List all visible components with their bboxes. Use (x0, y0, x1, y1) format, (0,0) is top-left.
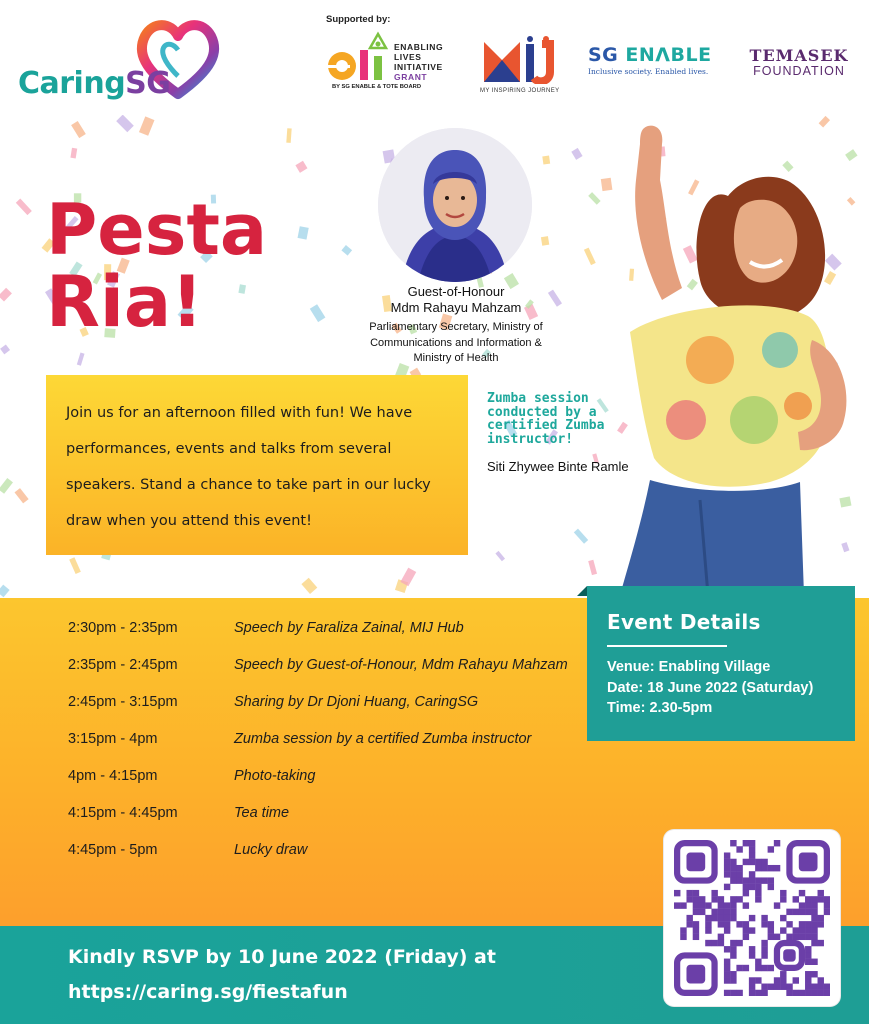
guest-heading: Guest-of-Honour Mdm Rahayu Mahzam (352, 284, 560, 316)
schedule-item: Speech by Guest-of-Honour, Mdm Rahayu Mahzam (234, 657, 568, 673)
schedule-time: 4:45pm - 5pm (68, 842, 158, 858)
schedule-time: 4:15pm - 4:45pm (68, 805, 178, 821)
confetti-piece (298, 226, 309, 239)
confetti-piece (574, 529, 588, 544)
event-details-box (587, 586, 855, 741)
schedule-row (68, 768, 588, 805)
schedule-row (68, 620, 588, 657)
confetti-piece (0, 585, 10, 598)
event-venue: Venue: Enabling Village (607, 659, 771, 675)
sg-enable-logo (588, 44, 728, 84)
zumba-instructor-photo (590, 120, 860, 595)
confetti-piece (71, 121, 86, 138)
eli-grant-logo (322, 30, 462, 96)
schedule-time: 2:30pm - 2:35pm (68, 620, 178, 636)
confetti-piece (0, 344, 10, 354)
confetti-piece (69, 557, 81, 574)
intro-box (46, 375, 468, 555)
confetti-piece (15, 488, 29, 503)
schedule-row (68, 805, 588, 842)
confetti-piece (310, 304, 326, 322)
confetti-piece (571, 148, 582, 160)
mij-subtitle: MY INSPIRING JOURNEY (480, 88, 560, 94)
schedule-item: Zumba session by a certified Zumba instructor (234, 731, 532, 747)
rsvp-link[interactable]: https://caring.sg/fiestafun (68, 981, 348, 1003)
schedule-item: Photo-taking (234, 768, 316, 784)
schedule-time: 2:35pm - 2:45pm (68, 657, 178, 673)
confetti-piece (0, 478, 13, 494)
qr-code-icon (674, 840, 830, 996)
guest-role: Parliamentary Secretary, Ministry of Communications and Information & Ministry of Health (369, 321, 543, 364)
guest-name: Mdm Rahayu Mahzam (390, 300, 522, 315)
confetti-piece (16, 199, 32, 216)
schedule-list (68, 620, 588, 879)
confetti-piece (542, 156, 550, 165)
sg-enable-tagline: Inclusive society. Enabled lives. (588, 67, 709, 76)
eli-wordmark: ENABLING LIVES INITIATIVE GRANT (394, 42, 444, 82)
schedule-row (68, 842, 588, 879)
event-time: Time: 2.30-5pm (607, 700, 713, 716)
schedule-item: Sharing by Dr Djoni Huang, CaringSG (234, 694, 479, 710)
zumba-caption: Zumba session conducted by a certified Zumba instructor! (487, 391, 605, 447)
guest-portrait-icon (378, 128, 532, 282)
schedule-item: Speech by Faraliza Zainal, MIJ Hub (234, 620, 464, 636)
schedule-time: 4pm - 4:15pm (68, 768, 158, 784)
schedule-time: 2:45pm - 3:15pm (68, 694, 178, 710)
mij-logo (478, 36, 570, 96)
confetti-piece (301, 578, 317, 594)
supported-by-label: Supported by: (326, 14, 391, 25)
schedule-item: Tea time (234, 805, 290, 821)
eli-subtitle: BY SG ENABLE & TOTE BOARD (332, 84, 422, 90)
zumba-instructor-name: Siti Zhywee Binte Ramle (487, 459, 629, 474)
event-title: Pesta Ria! (46, 189, 268, 343)
confetti-piece (495, 551, 505, 561)
guest-photo (378, 128, 532, 282)
rsvp-qr-code[interactable] (664, 830, 840, 1006)
confetti-piece (286, 128, 291, 143)
confetti-piece (295, 161, 307, 173)
schedule-row (68, 731, 588, 768)
temasek-foundation-logo: TEMASEK FOUNDATION (749, 46, 849, 78)
event-date: Date: 18 June 2022 (Saturday) (607, 679, 814, 696)
schedule-row (68, 657, 588, 694)
confetti-piece (341, 245, 352, 256)
event-details-title: Event Details (607, 610, 761, 634)
rsvp-deadline: Kindly RSVP by 10 June 2022 (Friday) at (68, 946, 496, 968)
mij-mark-icon (480, 36, 564, 84)
confetti-piece (116, 115, 134, 132)
confetti-piece (70, 148, 77, 159)
caringsg-logo (18, 14, 218, 104)
sg-enable-wordmark: SG ENΛBLE (588, 44, 712, 66)
confetti-piece (77, 353, 85, 366)
caringsg-wordmark: CaringSG (18, 66, 171, 101)
eli-mark-icon (322, 30, 392, 86)
confetti-piece (139, 116, 155, 135)
confetti-piece (541, 236, 549, 246)
intro-text: Join us for an afternoon filled with fun! We have performances, events and talks from several speakers. Stand a chance to take part in our lucky draw when you attend this event! (66, 405, 431, 529)
schedule-row (68, 694, 588, 731)
event-details-divider (607, 645, 727, 647)
schedule-item: Lucky draw (234, 842, 308, 858)
rsvp-text (68, 940, 496, 1010)
schedule-time: 3:15pm - 4pm (68, 731, 158, 747)
confetti-piece (0, 288, 12, 302)
